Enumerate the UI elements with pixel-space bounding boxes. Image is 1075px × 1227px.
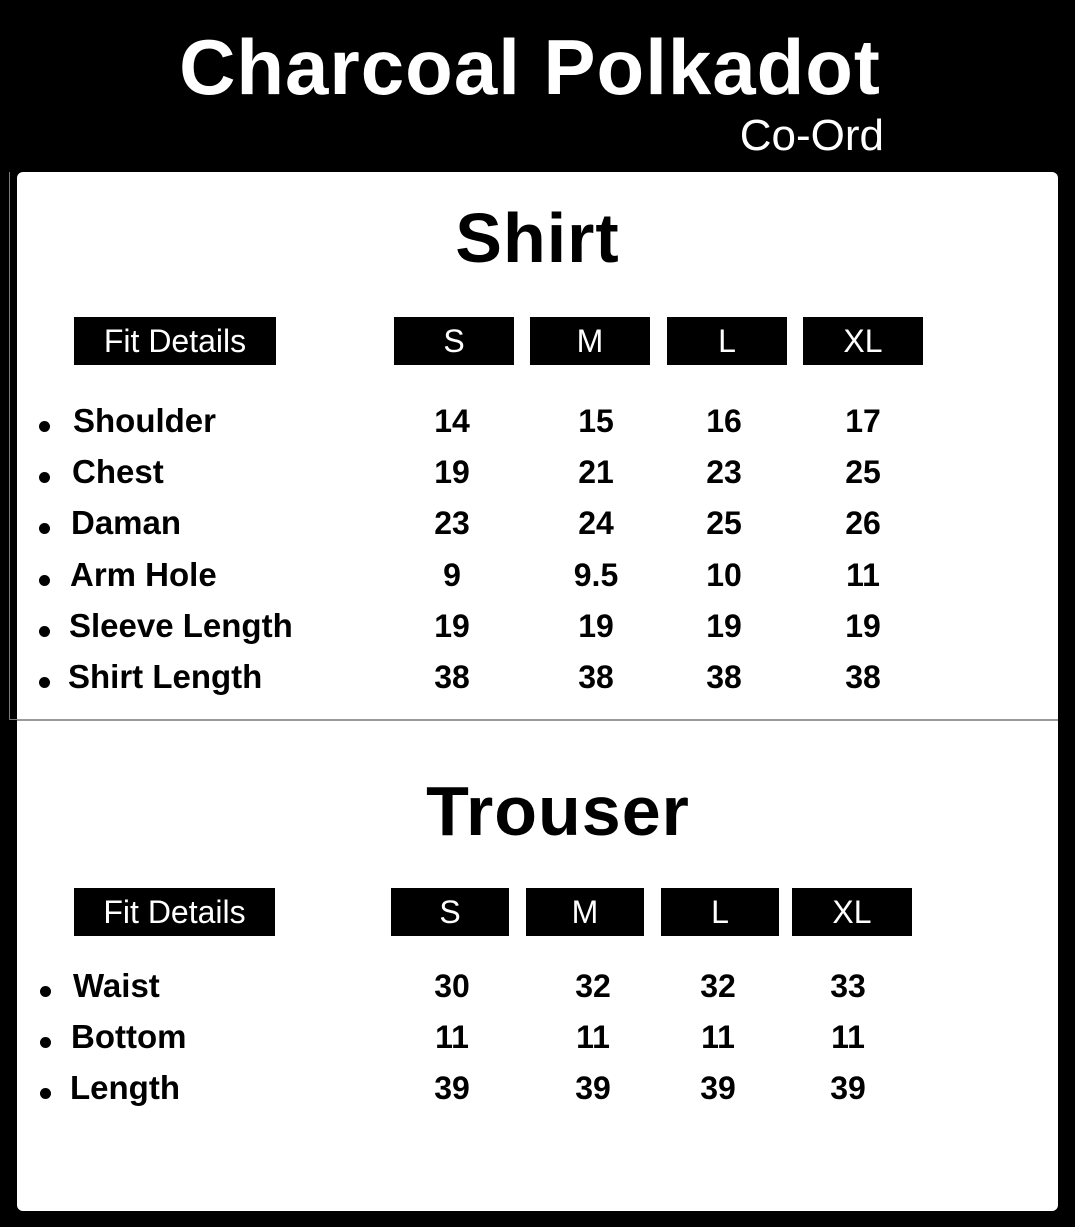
shirt-cell-m: 21 — [578, 454, 614, 490]
trouser-size-l-header: L — [661, 888, 779, 936]
shirt-cell-s: 14 — [434, 403, 470, 439]
shirt-row-label: Shoulder — [73, 402, 217, 439]
shirt-cell-l: 23 — [706, 454, 742, 490]
shirt-size-m-header: M — [530, 317, 650, 365]
shirt-cell-xl: 38 — [845, 659, 881, 695]
trouser-cell-xl: 33 — [830, 968, 866, 1004]
shirt-cell-xl: 19 — [845, 608, 881, 644]
shirt-cell-l: 38 — [706, 659, 742, 695]
shirt-row-label: Daman — [71, 504, 182, 541]
shirt-row-label: Chest — [72, 453, 164, 490]
trouser-row-label: Bottom — [71, 1018, 187, 1055]
trouser-cell-m: 32 — [575, 968, 611, 1004]
shirt-cell-xl: 25 — [845, 454, 881, 490]
shirt-cell-l: 16 — [706, 403, 742, 439]
bullet-icon — [39, 523, 50, 534]
section-divider — [17, 719, 1058, 721]
trouser-cell-l: 11 — [701, 1019, 735, 1055]
trouser-fit-details-label: Fit Details — [74, 888, 275, 936]
shirt-size-xl-header: XL — [803, 317, 923, 365]
trouser-size-xl-header: XL — [792, 888, 912, 936]
bullet-icon — [39, 575, 50, 586]
product-subtitle: Co-Ord — [739, 111, 884, 160]
shirt-size-s-header: S — [394, 317, 514, 365]
bullet-icon — [39, 472, 50, 483]
bullet-icon — [40, 1088, 51, 1099]
trouser-size-m-header: M — [526, 888, 644, 936]
shirt-cell-m: 24 — [578, 505, 614, 541]
shirt-cell-l: 25 — [706, 505, 742, 541]
trouser-cell-l: 39 — [700, 1070, 736, 1106]
shirt-row-label: Sleeve Length — [69, 607, 293, 644]
bullet-icon — [39, 421, 50, 432]
shirt-cell-xl: 11 — [846, 557, 880, 593]
shirt-cell-l: 19 — [706, 608, 742, 644]
trouser-cell-s: 11 — [435, 1019, 469, 1055]
trouser-cell-l: 32 — [700, 968, 736, 1004]
trouser-cell-m: 39 — [575, 1070, 611, 1106]
shirt-size-l-header: L — [667, 317, 787, 365]
shirt-cell-m: 15 — [578, 403, 614, 439]
trouser-cell-s: 30 — [434, 968, 470, 1004]
shirt-row-label: Arm Hole — [70, 556, 217, 593]
shirt-cell-s: 19 — [434, 454, 470, 490]
shirt-fit-details-label: Fit Details — [74, 317, 276, 365]
bullet-icon — [40, 986, 51, 997]
shirt-cell-s: 23 — [434, 505, 470, 541]
shirt-cell-l: 10 — [706, 557, 742, 593]
trouser-row-label: Waist — [73, 967, 160, 1004]
shirt-cell-s: 19 — [434, 608, 470, 644]
trouser-cell-xl: 11 — [831, 1019, 865, 1055]
shirt-row-label: Shirt Length — [68, 658, 263, 695]
product-title: Charcoal Polkadot — [179, 23, 881, 111]
shirt-section-title: Shirt — [455, 199, 620, 277]
shirt-cell-s: 9 — [443, 557, 461, 593]
trouser-cell-m: 11 — [576, 1019, 610, 1055]
shirt-cell-m: 19 — [578, 608, 614, 644]
trouser-size-s-header: S — [391, 888, 509, 936]
trouser-row-label: Length — [70, 1069, 180, 1106]
shirt-cell-xl: 17 — [845, 403, 881, 439]
shirt-cell-m: 9.5 — [573, 557, 619, 593]
shirt-cell-m: 38 — [578, 659, 614, 695]
bullet-icon — [39, 677, 50, 688]
trouser-cell-s: 39 — [434, 1070, 470, 1106]
bullet-icon — [40, 1037, 51, 1048]
bullet-icon — [39, 626, 50, 637]
trouser-cell-xl: 39 — [830, 1070, 866, 1106]
shirt-cell-xl: 26 — [845, 505, 881, 541]
trouser-section-title: Trouser — [426, 772, 690, 850]
shirt-cell-s: 38 — [434, 659, 470, 695]
